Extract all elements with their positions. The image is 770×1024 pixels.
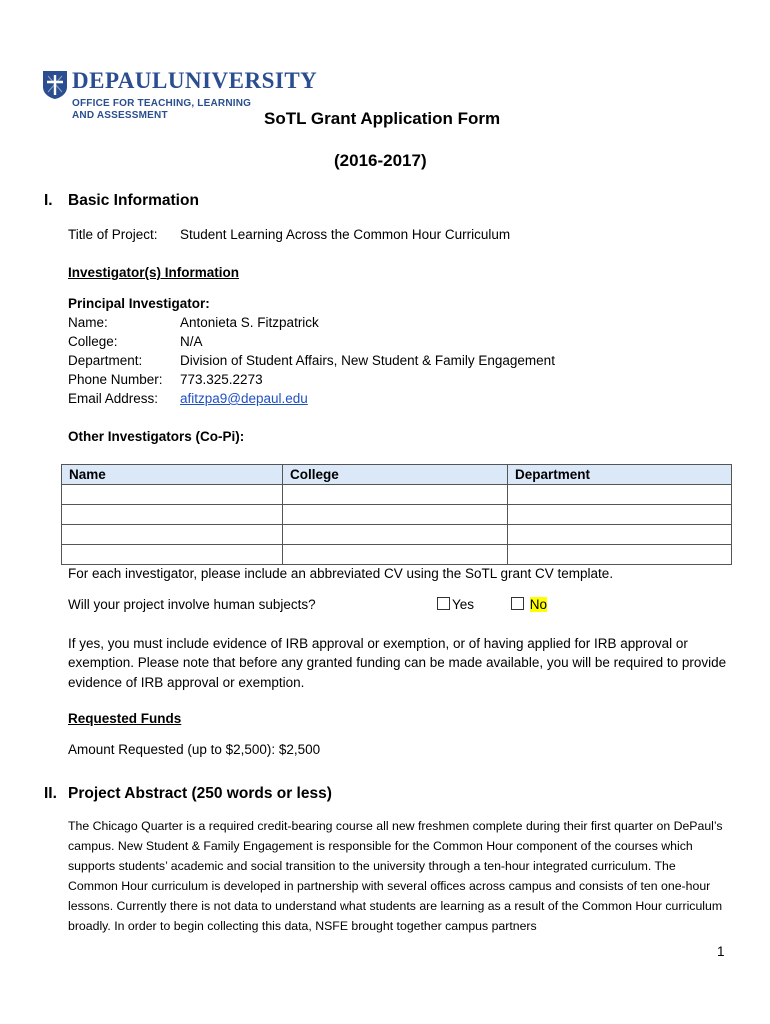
cv-note: For each investigator, please include an abbreviated CV using the SoTL grant CV template. <box>68 566 614 581</box>
logo-subtitle: OFFICE FOR TEACHING, LEARNING AND ASSESSMENT <box>72 98 252 121</box>
form-year: (2016-2017) <box>334 151 427 170</box>
form-title: SoTL Grant Application Form <box>264 109 501 128</box>
field-value: Division of Student Affairs, New Student & Family Engagement <box>180 353 555 368</box>
yes-option[interactable] <box>437 597 474 612</box>
copi-heading: Other Investigators (Co-Pi): <box>68 429 245 444</box>
section-1-heading: Basic Information <box>68 192 199 209</box>
field-label: Email Address: <box>68 391 159 406</box>
section-2-heading: Project Abstract (250 words or less) <box>68 785 332 802</box>
table-header-row <box>62 465 732 485</box>
table-cell[interactable] <box>62 525 283 545</box>
human-subjects-question: Will your project involve human subjects? <box>68 597 316 612</box>
field-value: 773.325.2273 <box>180 372 263 387</box>
table-cell[interactable] <box>508 545 732 565</box>
no-option[interactable] <box>511 597 547 612</box>
pi-college-row <box>68 334 203 349</box>
table-row <box>62 505 732 525</box>
table-cell[interactable] <box>508 485 732 505</box>
depaul-shield-icon <box>42 70 68 100</box>
field-value: Antonieta S. Fitzpatrick <box>180 315 319 330</box>
amount-requested: Amount Requested (up to $2,500): $2,500 <box>68 742 321 757</box>
table-cell[interactable] <box>62 545 283 565</box>
column-header-department: Department <box>508 465 732 485</box>
field-label: Name: <box>68 315 108 330</box>
table-row <box>62 525 732 545</box>
section-2-number: II. <box>44 785 57 802</box>
table-cell[interactable] <box>283 485 508 505</box>
field-label: Department: <box>68 353 143 368</box>
table-cell[interactable] <box>283 545 508 565</box>
pi-heading: Principal Investigator: <box>68 296 210 311</box>
co-investigators-table <box>61 464 732 565</box>
abstract-body: The Chicago Quarter is a required credit-bearing course all new freshmen complete during their first quarter on DePaul’s campus. New Student & Family Engagement is responsible for the Common Hour component of the courses which supports students’ academic and social transition to the university through a ten-hour integrated curriculum. The Common Hour curriculum is developed in partnership with several offices across campus and consists of ten one-hour lessons. Currently there is not data to understand what students are learning as a result of the Common Hour curriculum broadly. In order to begin collecting this data, NSFE brought together campus partners <box>68 819 723 933</box>
table-row <box>62 545 732 565</box>
page-number: 1 <box>717 944 725 959</box>
project-title-row <box>68 227 510 242</box>
yes-checkbox[interactable] <box>437 597 450 610</box>
field-label: College: <box>68 334 118 349</box>
section-1-number: I. <box>44 192 53 209</box>
table-cell[interactable] <box>508 505 732 525</box>
no-label: No <box>529 597 548 612</box>
field-label: Phone Number: <box>68 372 163 387</box>
yes-label: Yes <box>452 597 475 612</box>
column-header-name: Name <box>62 465 283 485</box>
requested-funds-heading: Requested Funds <box>68 711 182 726</box>
table-row <box>62 485 732 505</box>
logo-wordmark: DEPAULUNIVERSITY <box>72 68 318 93</box>
table-cell[interactable] <box>62 485 283 505</box>
table-cell[interactable] <box>283 525 508 545</box>
table-cell[interactable] <box>283 505 508 525</box>
project-title-label: Title of Project: <box>68 227 158 242</box>
investigators-heading: Investigator(s) Information <box>68 265 240 280</box>
pi-department-row <box>68 353 555 368</box>
project-title-value: Student Learning Across the Common Hour Curriculum <box>180 227 511 242</box>
email-link[interactable]: afitzpa9@depaul.edu <box>180 391 308 406</box>
field-value: N/A <box>180 334 203 349</box>
pi-email-row <box>68 391 308 406</box>
pi-phone-row <box>68 372 263 387</box>
table-cell[interactable] <box>62 505 283 525</box>
pi-name-row <box>68 315 319 330</box>
no-checkbox[interactable] <box>511 597 524 610</box>
irb-note: If yes, you must include evidence of IRB approval or exemption, or of having applied for IRB approval or exemption. Please note that before any granted funding can be made available, you will be required to provide evidence of IRB approval or exemption. <box>68 636 727 690</box>
column-header-college: College <box>283 465 508 485</box>
table-cell[interactable] <box>508 525 732 545</box>
